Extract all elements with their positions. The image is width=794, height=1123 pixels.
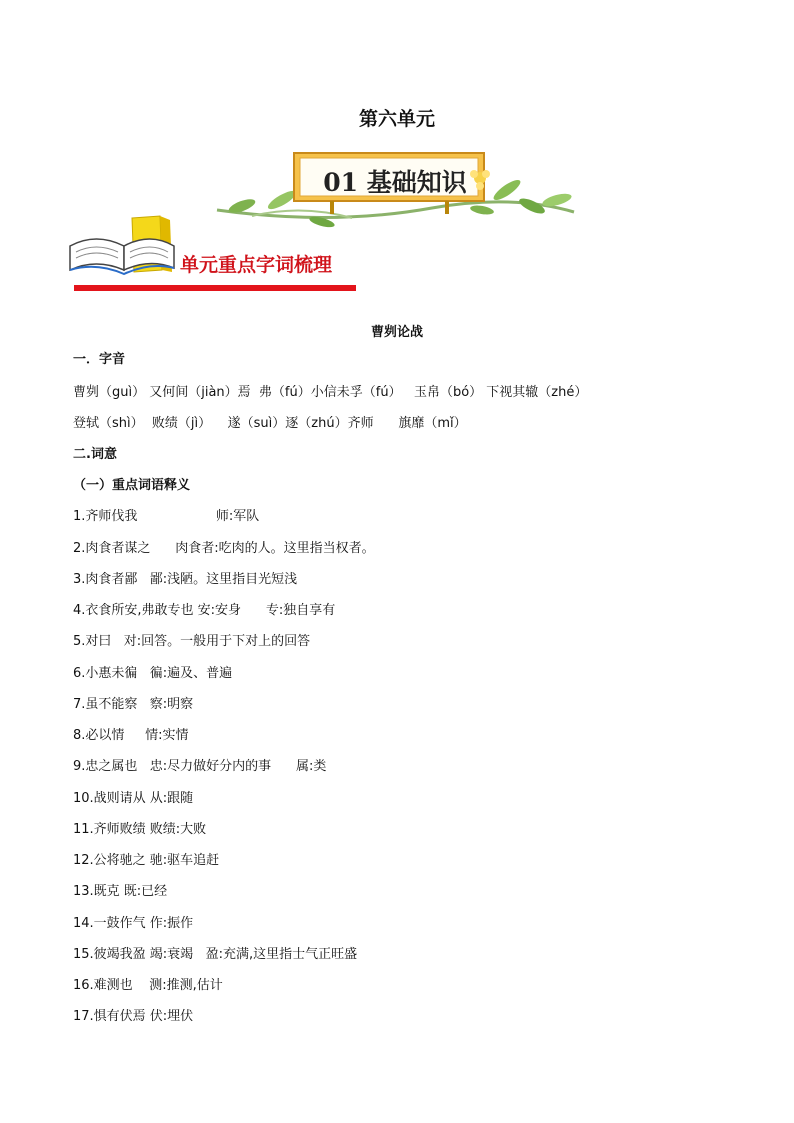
definition-item: 3.肉食者鄙 鄙:浅陋。这里指目光短浅 [73,572,298,587]
definition-item: 8.必以情 情:实情 [73,728,189,743]
definition-item: 17.惧有伏焉 伏:埋伏 [73,1009,194,1024]
section-heading: 单元重点字词梳理 [180,254,333,276]
definition-item: 2.肉食者谋之 肉食者:吃肉的人。这里指当权者。 [73,541,375,556]
section-heading-block [66,212,366,296]
definition-item: 4.衣食所安,弗敢专也 安:安身 专:独自享有 [73,603,336,618]
lesson-title: 曹刿论战 [370,325,423,340]
definition-item: 5.对曰 对:回答。一般用于下对上的回答 [73,634,311,649]
definition-item: 6.小惠未徧 徧:遍及、普遍 [73,666,233,681]
pronunciation-row: 曹刿（guì） 又何间（jiàn）焉 弗（fú）小信未孚（fú） 玉帛（bó） 下视其辙（zhé） [73,385,588,400]
definition-item: 14.一鼓作气 作:振作 [73,916,194,931]
definition-item: 11.齐师败绩 败绩:大败 [73,822,207,837]
definition-item: 12.公将驰之 驰:驱车追赶 [73,853,220,868]
part2-heading: 二.词意 [73,447,117,462]
definition-item: 13.既克 既:已经 [73,884,168,899]
part1-heading: 一．字音 [73,352,126,367]
banner-text: 01 基础知识 [323,168,467,197]
definition-item: 1.齐师伐我 师:军队 [73,509,260,524]
definition-item: 16.难测也 测:推测,估计 [73,978,223,993]
pronunciation-row: 登轼（shì） 败绩（jì） 遂（suì）逐（zhú）齐师 旗靡（mǐ） [73,416,467,431]
definition-item: 7.虽不能察 察:明察 [73,697,194,712]
book-icon [66,212,186,282]
part2-subheading: （一）重点词语释义 [73,478,191,493]
unit-title: 第六单元 [358,108,435,130]
definition-item: 15.彼竭我盈 竭:衰竭 盈:充满,这里指士气正旺盛 [73,947,358,962]
definition-item: 10.战则请从 从:跟随 [73,791,194,806]
definition-item: 9.忠之属也 忠:尽力做好分内的事 属:类 [73,759,327,774]
section-underline [74,285,356,291]
